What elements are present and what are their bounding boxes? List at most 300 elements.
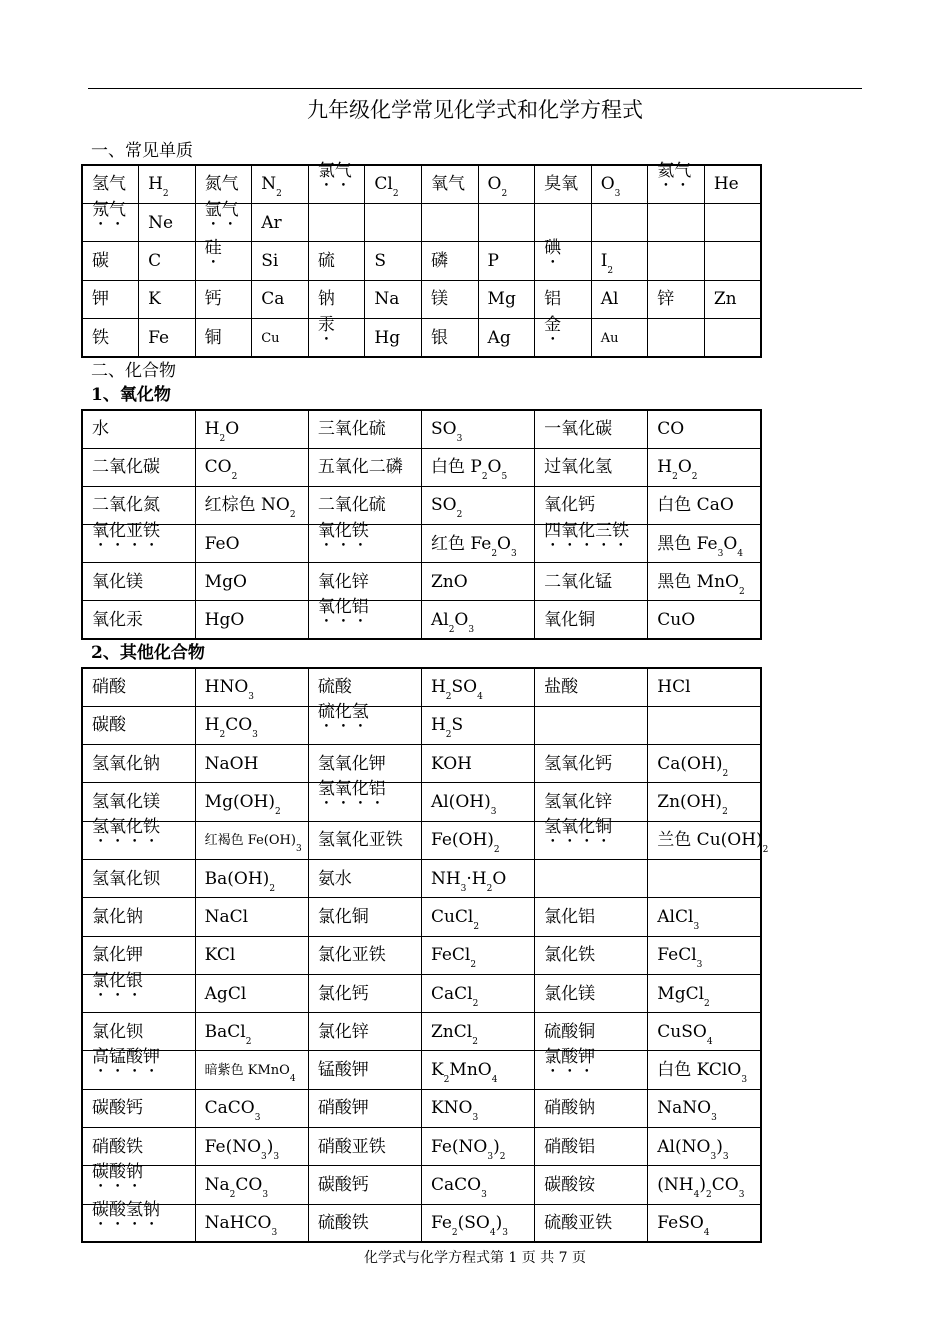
- formula: [195, 563, 308, 601]
- formula-part: CO: [204, 457, 232, 478]
- formula-part: ZnO: [430, 571, 468, 592]
- formula: [252, 165, 309, 203]
- formula-text: [204, 1098, 261, 1124]
- formula: [421, 1128, 534, 1166]
- formula-subscript: 2: [722, 768, 729, 779]
- formula-text: [657, 1021, 713, 1047]
- formula-text: [430, 677, 483, 703]
- formula-subscript: 2: [289, 510, 296, 521]
- formula-text: [374, 251, 386, 271]
- compound-name: [308, 1013, 421, 1051]
- formula-text: [657, 830, 769, 856]
- name-text: 过氧化氢: [544, 457, 613, 478]
- formula: [252, 242, 309, 280]
- formula-text: [148, 289, 161, 309]
- name-text: 碳酸铵: [544, 1175, 596, 1195]
- formula-text: [714, 289, 737, 309]
- name-text: 硫酸亚铁: [544, 1213, 613, 1234]
- name-text: 硝酸铁: [92, 1136, 143, 1157]
- compound-name: [308, 1051, 421, 1089]
- formula: [648, 821, 769, 859]
- compound-name: [82, 242, 139, 280]
- formula-text: [205, 610, 245, 630]
- formula-text: [430, 983, 479, 1009]
- section2-heading: 二、化合物: [91, 361, 176, 381]
- formula: [648, 486, 761, 524]
- compound-name: [308, 242, 365, 280]
- table-row: [82, 1166, 761, 1204]
- formula: [421, 448, 534, 486]
- formula-subscript: 2: [445, 692, 452, 703]
- name-text: 银: [430, 327, 448, 348]
- name-text: 氦气: [657, 161, 692, 182]
- name-text: 氧化铝: [317, 596, 369, 617]
- table-row: [82, 280, 761, 318]
- formula-subscript: 3: [295, 844, 302, 855]
- compound-name: [82, 859, 195, 897]
- formula: [478, 165, 535, 203]
- formula-part: (NH: [657, 1175, 694, 1195]
- formula: [421, 974, 534, 1012]
- name-text: 氧化亚铁: [92, 520, 160, 541]
- formula-text: [204, 1175, 269, 1200]
- compound-name: [421, 242, 478, 280]
- formula: [421, 563, 534, 601]
- compound-name: [535, 1204, 648, 1242]
- formula-subscript: 3: [502, 1228, 508, 1239]
- formula-part: 红棕色 NO: [204, 495, 290, 516]
- compound-name: [535, 1166, 648, 1204]
- formula-part: 白色 KClO: [657, 1060, 742, 1081]
- compound-name: [308, 1128, 421, 1166]
- formula-subscript: 3: [614, 189, 621, 200]
- compound-name: [535, 410, 648, 448]
- formula-text: [430, 457, 508, 483]
- formula-subscript: 4: [703, 1228, 710, 1239]
- formula: [139, 203, 196, 241]
- compound-name: [82, 1047, 195, 1089]
- compound-name: [308, 314, 365, 357]
- empty-cell: [365, 203, 422, 241]
- compound-name: [535, 1047, 648, 1089]
- compound-name: [195, 237, 252, 280]
- formula: [421, 525, 534, 563]
- formula-text: [205, 984, 247, 1004]
- formula-subscript: 2: [706, 1190, 712, 1200]
- formula-text: [204, 677, 255, 703]
- name-text: 硝酸钾: [317, 1098, 369, 1119]
- elements-table: [81, 161, 762, 358]
- formula: [591, 280, 648, 318]
- name-text: 氯酸钾: [544, 1047, 596, 1068]
- formula: [139, 242, 196, 280]
- formula-part: SO: [430, 419, 457, 440]
- formula-part: Cu: [261, 330, 280, 346]
- formula-subscript: 3: [481, 1190, 487, 1200]
- formula-text: [204, 419, 240, 445]
- formula-subscript: 3: [271, 1228, 278, 1239]
- formula-part: Fe: [148, 327, 170, 348]
- table-row: [82, 448, 761, 486]
- formula: [195, 706, 308, 744]
- compound-name: [308, 936, 421, 974]
- name-text: 碳酸氢钠: [92, 1200, 160, 1221]
- formula-subscript: 3: [696, 960, 703, 971]
- compound-name: [308, 596, 421, 639]
- formula-part: P: [487, 250, 499, 271]
- formula: [421, 668, 534, 706]
- empty-cell: [535, 859, 648, 897]
- name-text: 二氧化硫: [317, 495, 386, 516]
- formula-part: K: [430, 1060, 444, 1081]
- name-text: 氢气: [92, 174, 126, 195]
- formula-part: H: [148, 174, 163, 195]
- formula-part: Fe(OH): [430, 830, 494, 851]
- formula-part: ): [266, 1136, 274, 1157]
- formula: [195, 1128, 308, 1166]
- table-row: [82, 319, 761, 357]
- formula-text: [430, 1213, 508, 1239]
- compound-name: [535, 563, 648, 601]
- table-row: [82, 745, 761, 783]
- name-text: 氧化镁: [92, 571, 143, 592]
- name-text: 氨水: [317, 868, 352, 889]
- formula-text: [488, 289, 516, 309]
- formula: [591, 242, 648, 280]
- empty-cell: [308, 203, 365, 241]
- name-text: 氧化汞: [92, 609, 143, 630]
- table-row: [82, 1128, 761, 1166]
- formula-text: [657, 571, 745, 597]
- name-text: 五氧化二磷: [317, 457, 403, 478]
- formula: [195, 668, 308, 706]
- name-text: 氩气: [204, 199, 239, 220]
- formula-text: [657, 945, 703, 971]
- formula-part: CO: [657, 419, 685, 440]
- formula-subscript: 2: [473, 921, 480, 932]
- formula-part: NaOH: [204, 753, 259, 774]
- formula: [365, 280, 422, 318]
- formula-part: O: [225, 419, 240, 440]
- formula-subscript: 3: [262, 1190, 269, 1200]
- name-text: 氢氧化钾: [317, 753, 386, 774]
- formula-text: [261, 251, 278, 271]
- table-row: [82, 898, 761, 936]
- empty-cell: [535, 203, 592, 241]
- formula-part: FeCl: [430, 945, 471, 966]
- compound-name: [82, 1013, 195, 1051]
- compound-name: [195, 165, 252, 203]
- formula: [252, 319, 309, 357]
- formula-part: FeCl: [657, 945, 697, 966]
- formula-part: S: [374, 250, 387, 271]
- name-text: 硫化氢: [317, 702, 369, 723]
- formula-text: [204, 715, 258, 741]
- name-text: 氢氧化镁: [92, 792, 160, 813]
- formula-subscript: 2: [501, 189, 508, 200]
- formula-text: [205, 754, 259, 774]
- empty-cell: [648, 319, 705, 357]
- formula-subscript: 3: [273, 1151, 280, 1162]
- formula-text: [657, 753, 729, 779]
- formula-part: Ca(OH): [657, 753, 723, 774]
- compound-name: [82, 1200, 195, 1242]
- formula-subscript: 4: [477, 692, 483, 703]
- formula-part: Mg: [487, 289, 516, 310]
- table-row: [82, 1089, 761, 1127]
- formula-text: [657, 1136, 729, 1162]
- formula-part: CaCO: [204, 1098, 255, 1119]
- compound-name: [308, 668, 421, 706]
- formula-text: [430, 715, 464, 741]
- formula-text: [430, 945, 477, 971]
- compound-name: [308, 859, 421, 897]
- name-text: 碳酸: [92, 715, 126, 736]
- formula: [195, 486, 308, 524]
- formula: [648, 1051, 761, 1089]
- formula: [648, 410, 761, 448]
- formula-text: [261, 174, 282, 200]
- formula-part: I: [600, 250, 608, 271]
- formula-text: [430, 533, 517, 559]
- formula-subscript: 2: [481, 472, 488, 483]
- name-text: 氢氧化铁: [92, 817, 160, 838]
- formula: [195, 1051, 308, 1089]
- compound-name: [82, 165, 139, 203]
- formula-subscript: 3: [710, 1151, 717, 1162]
- name-text: 四氧化三铁: [544, 520, 630, 541]
- name-text: 硫酸铜: [544, 1021, 596, 1042]
- formula-subscript: 2: [245, 1036, 252, 1047]
- name-text: 碳酸钙: [317, 1175, 369, 1195]
- formula-part: 兰色 Cu(OH): [657, 830, 763, 851]
- formula-subscript: 2: [219, 730, 226, 741]
- formula-text: [430, 830, 500, 856]
- formula-part: 暗紫色 KMnO: [204, 1063, 290, 1079]
- formula-text: [488, 251, 499, 271]
- formula-text: [430, 495, 463, 521]
- formula: [704, 165, 761, 203]
- compound-name: [308, 1166, 421, 1204]
- formula-text: [657, 1098, 717, 1124]
- formula-subscript: 2: [269, 883, 276, 894]
- formula-part: Zn: [713, 289, 737, 310]
- compound-name: [82, 486, 195, 524]
- formula-text: [657, 610, 695, 630]
- compound-name: [82, 745, 195, 783]
- formula-part: 黑色 MnO: [657, 571, 739, 592]
- formula-part: 白色 P: [430, 457, 482, 478]
- empty-cell: [704, 203, 761, 241]
- formula-subscript: 3: [722, 1151, 729, 1162]
- compound-name: [535, 237, 592, 280]
- formula: [195, 898, 308, 936]
- compound-name: [82, 898, 195, 936]
- formula-subscript: 4: [489, 1228, 496, 1239]
- formula: [252, 203, 309, 241]
- formula-subscript: 2: [691, 472, 698, 483]
- table-row: [82, 525, 761, 563]
- formula-part: CO: [235, 1175, 263, 1195]
- formula-part: BaCl: [204, 1021, 246, 1042]
- name-text: 氯化亚铁: [317, 945, 386, 966]
- name-text: 硝酸亚铁: [317, 1136, 386, 1157]
- formula-part: (SO: [457, 1213, 490, 1234]
- section1-heading: 一、常见单质: [91, 141, 193, 161]
- formula-subscript: 2: [274, 807, 281, 818]
- formula: [195, 1166, 308, 1204]
- formula-text: [205, 572, 247, 592]
- formula: [591, 319, 648, 357]
- formula: [421, 601, 534, 639]
- formula-text: [714, 174, 739, 194]
- table-row: [82, 859, 761, 897]
- formula-subscript: 3: [460, 883, 467, 894]
- formula-text: [374, 328, 400, 348]
- formula-text: [148, 328, 169, 348]
- formula: [195, 1013, 308, 1051]
- table-row: [82, 410, 761, 448]
- formula: [478, 319, 535, 357]
- compound-name: [82, 783, 195, 821]
- compound-name: [308, 563, 421, 601]
- formula-text: [430, 1175, 487, 1200]
- compound-name: [308, 1089, 421, 1127]
- empty-cell: [421, 203, 478, 241]
- compound-name: [308, 520, 421, 563]
- compound-name: [421, 319, 478, 357]
- name-text: 氢氧化钠: [92, 753, 160, 774]
- formula-text: [657, 983, 710, 1009]
- name-text: 氢氧化铜: [544, 817, 613, 838]
- formula-part: He: [713, 174, 739, 195]
- formula-subscript: 3: [693, 921, 700, 932]
- compound-name: [195, 199, 252, 241]
- formula: [195, 601, 308, 639]
- compound-name: [535, 448, 648, 486]
- formula-part: O: [723, 533, 738, 554]
- table-row: [82, 1051, 761, 1089]
- compound-name: [535, 1128, 648, 1166]
- table-row: [82, 563, 761, 601]
- formula-part: Ne: [148, 212, 174, 233]
- name-text: 氢氧化铝: [317, 779, 386, 800]
- table-row: [82, 486, 761, 524]
- formula-part: Ba(OH): [204, 868, 270, 889]
- name-text: 氖气: [92, 199, 126, 220]
- formula: [195, 974, 308, 1012]
- compound-name: [308, 1204, 421, 1242]
- formula-part: Au: [600, 330, 619, 346]
- formula-part: Al(NO: [657, 1136, 711, 1157]
- name-text: 铝: [544, 289, 562, 310]
- name-text: 三氧化硫: [317, 419, 386, 440]
- formula-part: KCl: [204, 945, 236, 966]
- formula-text: [204, 833, 302, 855]
- formula-part: Na: [374, 289, 400, 310]
- formula-part: MgO: [204, 571, 247, 592]
- formula-text: [601, 331, 619, 346]
- compound-name: [535, 165, 592, 203]
- formula: [139, 165, 196, 203]
- name-text: 氯化钙: [317, 983, 369, 1004]
- compound-name: [535, 601, 648, 639]
- compound-name: [535, 817, 648, 859]
- table-row: [82, 601, 761, 639]
- formula-part: CaCO: [430, 1175, 482, 1195]
- formula: [648, 668, 761, 706]
- formula-subscript: 3: [487, 1151, 494, 1162]
- formula-text: [431, 572, 468, 592]
- formula-part: H: [430, 715, 446, 736]
- formula-subscript: 3: [472, 1113, 479, 1124]
- formula-part: O: [600, 174, 615, 195]
- formula-text: [430, 868, 507, 894]
- table-row: [82, 242, 761, 280]
- formula-part: Fe(NO: [430, 1136, 488, 1157]
- formula-part: NaCl: [204, 906, 249, 927]
- formula-subscript: 3: [261, 1151, 267, 1162]
- formula-text: [204, 457, 238, 483]
- formula-part: N: [261, 174, 277, 195]
- formula: [421, 1051, 534, 1089]
- formula-subscript: 3: [738, 1190, 745, 1200]
- name-text: 锌: [657, 289, 675, 310]
- formula-text: [374, 289, 399, 309]
- formula-text: [261, 331, 279, 346]
- formula-text: [657, 792, 728, 818]
- formula-subscript: 2: [229, 1190, 236, 1200]
- formula-subscript: 3: [254, 1113, 261, 1124]
- empty-cell: [704, 242, 761, 280]
- formula-text: [204, 1021, 252, 1047]
- formula-part: SO: [430, 495, 457, 516]
- formula-subscript: 2: [738, 586, 745, 597]
- compound-name: [308, 410, 421, 448]
- table-row: [82, 1204, 761, 1242]
- formula-part: HgO: [204, 609, 245, 630]
- formula: [195, 745, 308, 783]
- formula-part: ZnCl: [430, 1021, 473, 1042]
- formula-text: [148, 174, 169, 200]
- formula: [648, 601, 761, 639]
- formula: [648, 1204, 761, 1242]
- name-text: 氮气: [204, 174, 239, 195]
- compound-name: [308, 974, 421, 1012]
- name-text: 高锰酸钾: [92, 1047, 160, 1068]
- formula: [421, 821, 534, 859]
- formula: [648, 1089, 761, 1127]
- compound-name: [82, 1089, 195, 1127]
- table-row: [82, 936, 761, 974]
- formula-text: [657, 495, 733, 515]
- table-row: [82, 821, 761, 859]
- compound-name: [421, 165, 478, 203]
- formula-subscript: 3: [468, 624, 475, 635]
- compound-name: [82, 520, 195, 563]
- formula-subscript: 2: [472, 998, 479, 1009]
- compound-name: [195, 319, 252, 357]
- name-text: 氢氧化锌: [544, 792, 613, 813]
- compound-name: [535, 1089, 648, 1127]
- formula: [704, 280, 761, 318]
- formula-part: H: [204, 715, 220, 736]
- formula: [648, 783, 761, 821]
- compound-name: [82, 1162, 195, 1204]
- name-text: 二氧化碳: [92, 457, 160, 478]
- formula-part: ): [495, 1213, 503, 1234]
- empty-cell: [535, 706, 648, 744]
